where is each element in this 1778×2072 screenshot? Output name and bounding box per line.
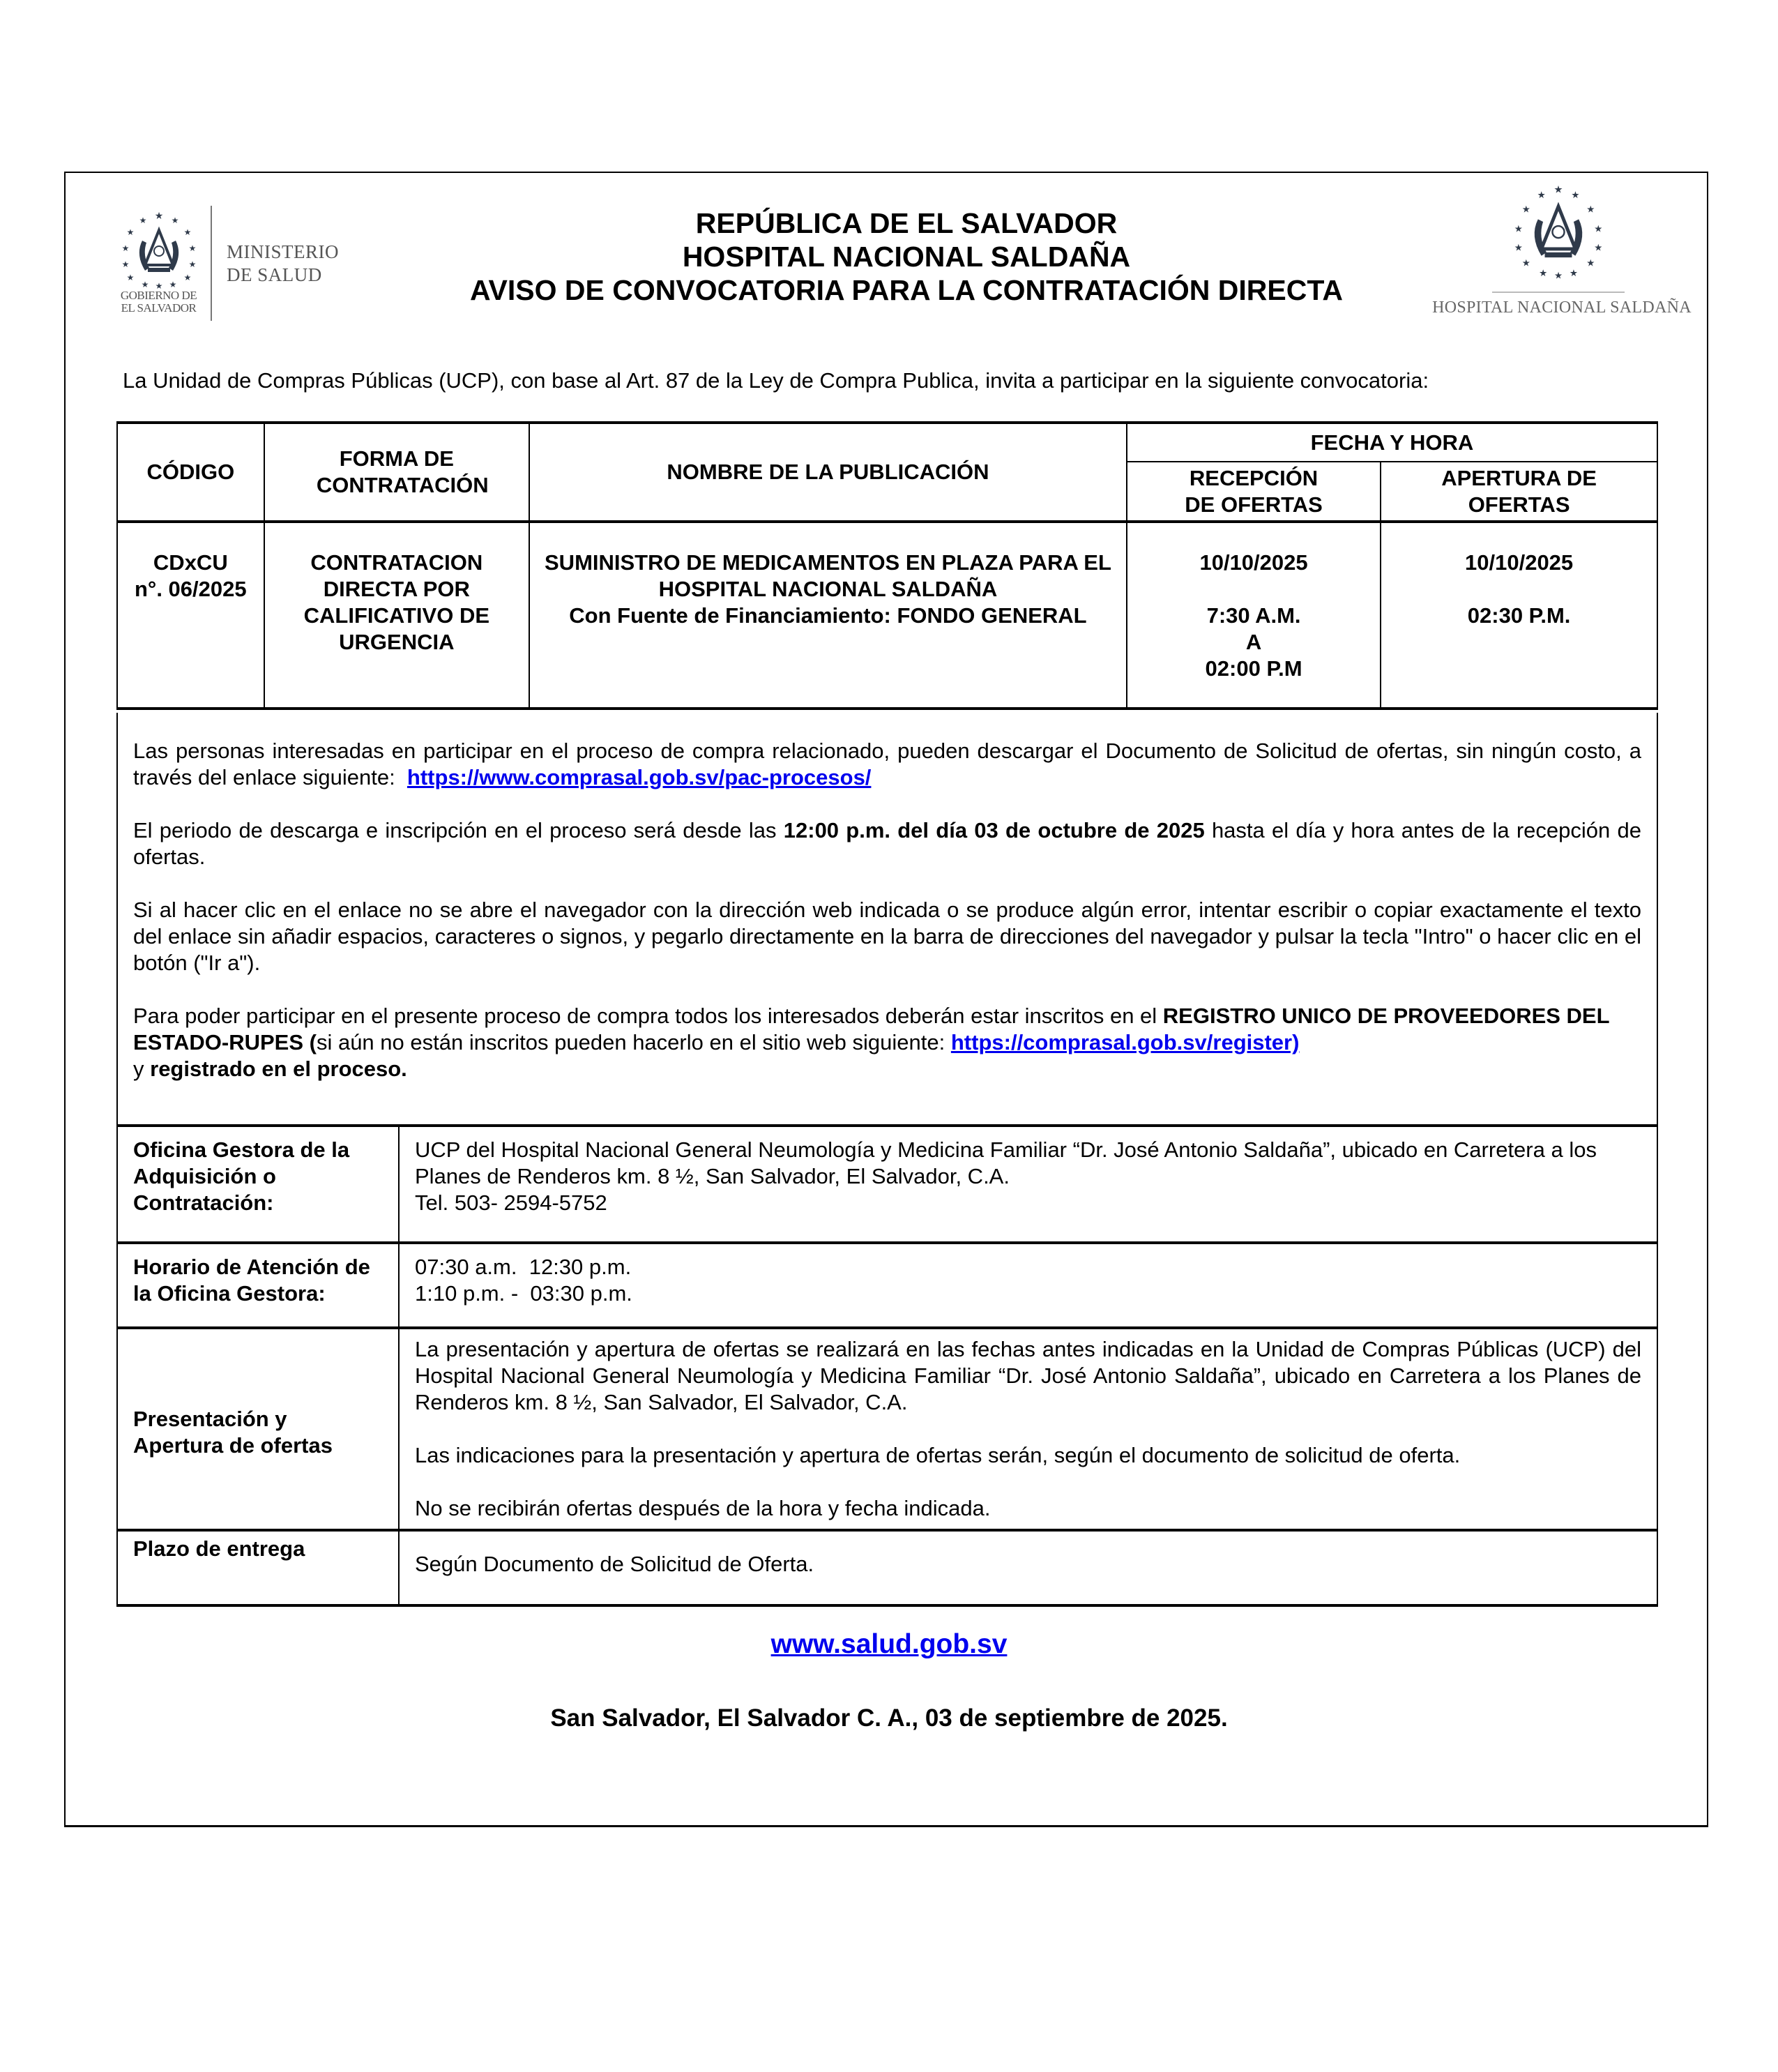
info-table <box>116 1124 1658 1607</box>
svg-text:★: ★ <box>183 227 192 237</box>
table-row <box>117 522 1657 709</box>
header-recepcion-ofertas <box>1127 462 1381 522</box>
recepcion-a: A <box>1245 630 1262 654</box>
horario-afternoon: 1:10 p.m. - 03:30 p.m. <box>415 1281 632 1306</box>
plazo-value: Según Documento de Solicitud de Oferta. <box>399 1530 1657 1605</box>
hospital-coat-of-arms-icon <box>1506 183 1611 280</box>
rupes-name: REGISTRO UNICO DE PROVEEDORES DEL ESTADO-RUPES ( <box>133 1004 1609 1054</box>
cell-forma <box>264 522 529 709</box>
header-forma-text: FORMA DE CONTRATACIÓN <box>316 446 489 497</box>
apertura-hora: 02:30 P.M. <box>1467 603 1571 628</box>
period-text-before: El periodo de descarga e inscripción en el proceso será desde las <box>133 818 777 842</box>
rupes-registrado: registrado en el proceso. <box>150 1057 407 1081</box>
codigo-line2: n°. 06/2025 <box>135 577 247 601</box>
svg-text:★: ★ <box>141 280 149 289</box>
nombre-title: SUMINISTRO DE MEDICAMENTOS EN PLAZA PARA EL HOSPITAL NACIONAL SALDAÑA <box>545 550 1111 601</box>
instructions-box <box>116 713 1658 1126</box>
convocatoria-table <box>116 421 1658 710</box>
svg-text:★: ★ <box>126 227 135 237</box>
svg-text:★: ★ <box>1586 204 1595 215</box>
cell-apertura <box>1381 522 1657 709</box>
svg-text:★: ★ <box>1537 189 1546 200</box>
nombre-financiamiento: Con Fuente de Financiamiento: FONDO GENERAL <box>569 603 1087 628</box>
presentacion-value <box>399 1328 1657 1530</box>
svg-text:★: ★ <box>1594 223 1603 234</box>
table-row <box>117 1530 1657 1605</box>
table-row <box>117 1328 1657 1530</box>
svg-text:★: ★ <box>169 280 177 289</box>
table-row <box>117 1243 1657 1328</box>
svg-text:★: ★ <box>183 273 192 282</box>
hospital-logo-text: HOSPITAL NACIONAL SALDAÑA <box>1432 298 1692 317</box>
header-forma-contratacion <box>264 423 529 522</box>
ministry-line2: DE SALUD <box>227 264 322 285</box>
svg-text:★: ★ <box>1539 267 1548 278</box>
download-paragraph <box>133 738 1641 791</box>
svg-text:★: ★ <box>188 259 197 269</box>
table-row <box>117 1126 1657 1243</box>
gov-text-line1: GOBIERNO DE <box>120 289 197 302</box>
svg-text:★: ★ <box>1521 204 1530 215</box>
recepcion-hora-desde: 7:30 A.M. <box>1206 603 1301 628</box>
document-title <box>390 206 1422 307</box>
recepcion-fecha: 10/10/2025 <box>1199 550 1308 575</box>
oficina-address: UCP del Hospital Nacional General Neumología y Medicina Familiar “Dr. José Antonio Saldaña”, ubicado en Carretera a los Planes de Renderos km. 8 ½, San Salvador, El Salvador, C.A. <box>415 1137 1597 1188</box>
el-salvador-coat-of-arms-icon <box>117 209 201 289</box>
rupes-text-mid: si aún no están inscritos pueden hacerlo en el sitio web siguiente: <box>316 1030 945 1054</box>
presentacion-label <box>117 1328 399 1530</box>
cell-recepcion <box>1127 522 1381 709</box>
svg-text:★: ★ <box>121 259 130 269</box>
svg-text:★: ★ <box>1553 184 1563 196</box>
cell-nombre <box>529 522 1127 709</box>
gobierno-el-salvador-text <box>115 289 202 315</box>
svg-text:★: ★ <box>121 243 130 253</box>
hospital-logo-divider <box>1492 292 1625 293</box>
presentacion-p3: No se recibirán ofertas después de la hora y fecha indicada. <box>415 1496 991 1520</box>
link-help-paragraph: Si al hacer clic en el enlace no se abre el navegador con la dirección web indicada o se produce algún error, intentar escribir o copiar exactamente el texto del enlace sin añadir espacios, caracteres o signos, y pegarlo directamente en la barra de direcciones del navegador y pulsar la tecla "Intro" o hacer clic en el botón ("Ir a"). <box>133 898 1641 975</box>
oficina-phone: Tel. 503- 2594-5752 <box>415 1190 607 1215</box>
horario-value <box>399 1243 1657 1328</box>
period-paragraph <box>133 817 1641 870</box>
rupes-text-before: Para poder participar en el presente proceso de compra todos los interesados deberán estar inscritos en el <box>133 1004 1157 1028</box>
svg-text:★: ★ <box>188 243 197 253</box>
presentacion-p2: Las indicaciones para la presentación y apertura de ofertas serán, según el documento de solicitud de oferta. <box>415 1443 1461 1467</box>
svg-text:★: ★ <box>126 273 135 282</box>
svg-text:★: ★ <box>171 215 179 225</box>
header-fecha-hora: FECHA Y HORA <box>1127 423 1657 462</box>
title-line-3: AVISO DE CONVOCATORIA PARA LA CONTRATACIÓN DIRECTA <box>469 274 1343 306</box>
period-date: 12:00 p.m. del día 03 de octubre de 2025 <box>783 818 1205 842</box>
svg-text:★: ★ <box>1514 223 1523 234</box>
codigo-line1: CDxCU <box>153 550 228 575</box>
rupes-paragraph <box>133 1003 1641 1082</box>
svg-text:★: ★ <box>1594 242 1603 253</box>
title-line-1: REPÚBLICA DE EL SALVADOR <box>695 207 1118 239</box>
ministry-line1: MINISTERIO <box>227 241 339 262</box>
period-text-after: hasta el día y hora antes de la recepción de ofertas. <box>133 818 1641 869</box>
website-footer <box>0 1629 1778 1660</box>
title-line-2: HOSPITAL NACIONAL SALDAÑA <box>682 241 1131 273</box>
download-text: Las personas interesadas en participar en el proceso de compra relacionado, pueden descargar el Documento de Solicitud de ofertas, sin ningún costo, a través del enlace siguiente: <box>133 739 1641 789</box>
oficina-label: Oficina Gestora de la Adquisición o Contratación: <box>117 1126 399 1243</box>
rupes-y: y <box>133 1057 144 1081</box>
svg-text:★: ★ <box>139 215 147 225</box>
pac-procesos-link[interactable]: https://www.comprasal.gob.sv/pac-procesos/ <box>406 765 872 789</box>
svg-text:★: ★ <box>1521 257 1530 269</box>
presentacion-label-text: Presentación y Apertura de ofertas <box>133 1407 333 1458</box>
svg-text:★: ★ <box>1569 267 1578 278</box>
ministerio-de-salud-logo-text <box>227 241 339 287</box>
recepcion-hora-hasta: 02:00 P.M <box>1205 656 1302 681</box>
salud-website-link[interactable]: www.salud.gob.sv <box>770 1629 1008 1659</box>
oficina-value <box>399 1126 1657 1243</box>
svg-text:★: ★ <box>155 281 163 289</box>
header-codigo: CÓDIGO <box>117 423 264 522</box>
forma-text: CONTRATACION DIRECTA POR CALIFICATIVO DE URGENCIA <box>303 550 490 654</box>
gov-text-line2: EL SALVADOR <box>121 301 197 315</box>
place-date: San Salvador, El Salvador C. A., 03 de septiembre de 2025. <box>550 1704 1228 1732</box>
header-nombre-publicacion: NOMBRE DE LA PUBLICACIÓN <box>529 423 1127 522</box>
presentacion-p1: La presentación y apertura de ofertas se realizará en las fechas antes indicadas en la Unidad de Compras Públicas (UCP) del Hospital Nacional General Neumología y Medicina Familiar “Dr. José Antonio Saldaña”, ubicado en Carretera a los Planes de Renderos km. 8 ½, San Salvador, El Salvador, C.A. <box>415 1337 1641 1414</box>
header-apertura-ofertas <box>1381 462 1657 522</box>
svg-text:★: ★ <box>1554 270 1563 280</box>
svg-text:★: ★ <box>154 210 164 221</box>
register-link[interactable]: https://comprasal.gob.sv/register) <box>950 1030 1300 1054</box>
intro-text: La Unidad de Compras Públicas (UCP), con base al Art. 87 de la Ley de Compra Publica, invita a participar en la siguiente convocatoria: <box>123 368 1429 393</box>
horario-morning: 07:30 a.m. 12:30 p.m. <box>415 1255 632 1279</box>
horario-label: Horario de Atención de la Oficina Gestora: <box>117 1243 399 1328</box>
header-recepcion-text: RECEPCIÓN DE OFERTAS <box>1185 465 1323 517</box>
logo-divider <box>211 206 212 321</box>
cell-codigo <box>117 522 264 709</box>
plazo-label: Plazo de entrega <box>117 1530 399 1605</box>
svg-text:★: ★ <box>1586 257 1595 269</box>
apertura-fecha: 10/10/2025 <box>1465 550 1574 575</box>
header-apertura-text: APERTURA DE OFERTAS <box>1441 465 1597 517</box>
svg-text:★: ★ <box>1514 242 1523 253</box>
svg-text:★: ★ <box>1571 189 1580 200</box>
